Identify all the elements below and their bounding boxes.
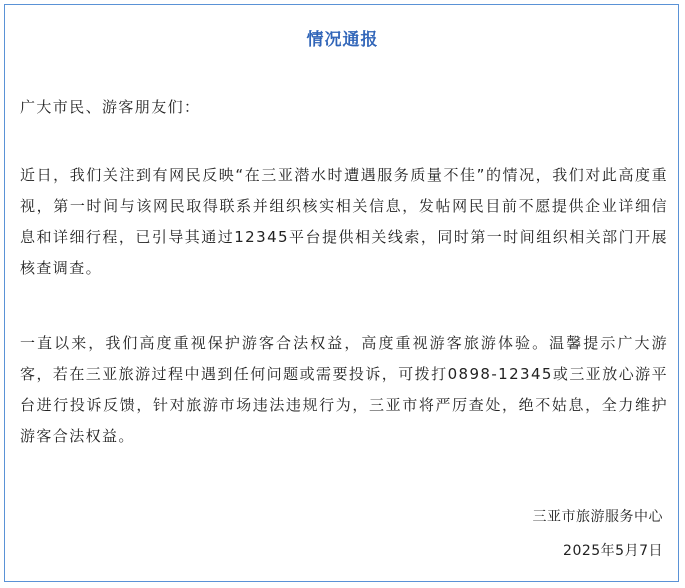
greeting: 广大市民、游客朋友们：	[20, 98, 201, 116]
paragraph-1: 近日，我们关注到有网民反映“在三亚潜水时遭遇服务质量不佳”的情况，我们对此高度重视，第一时间与该网民取得联系并组织核实相关信息，发帖网民目前不愿提供企业详细信息和详细行程，已引导其通过12345平台提供相关线索，同时第一时间组织相关部门开展核查调查。	[20, 166, 668, 277]
signature-organization: 三亚市旅游服务中心	[532, 509, 663, 525]
signature-date: 2025年5月7日	[563, 543, 663, 559]
notice-frame	[4, 4, 679, 582]
notice-title: 情况通报	[306, 30, 379, 50]
paragraph-2: 一直以来，我们高度重视保护游客合法权益，高度重视游客旅游体验。温馨提示广大游客，若在三亚旅游过程中遇到任何问题或需要投诉，可拨打0898-12345或三亚放心游平台进行投诉反馈，针对旅游市场违法违规行为，三亚市将严厉查处，绝不姑息，全力维护游客合法权益。	[20, 334, 668, 445]
